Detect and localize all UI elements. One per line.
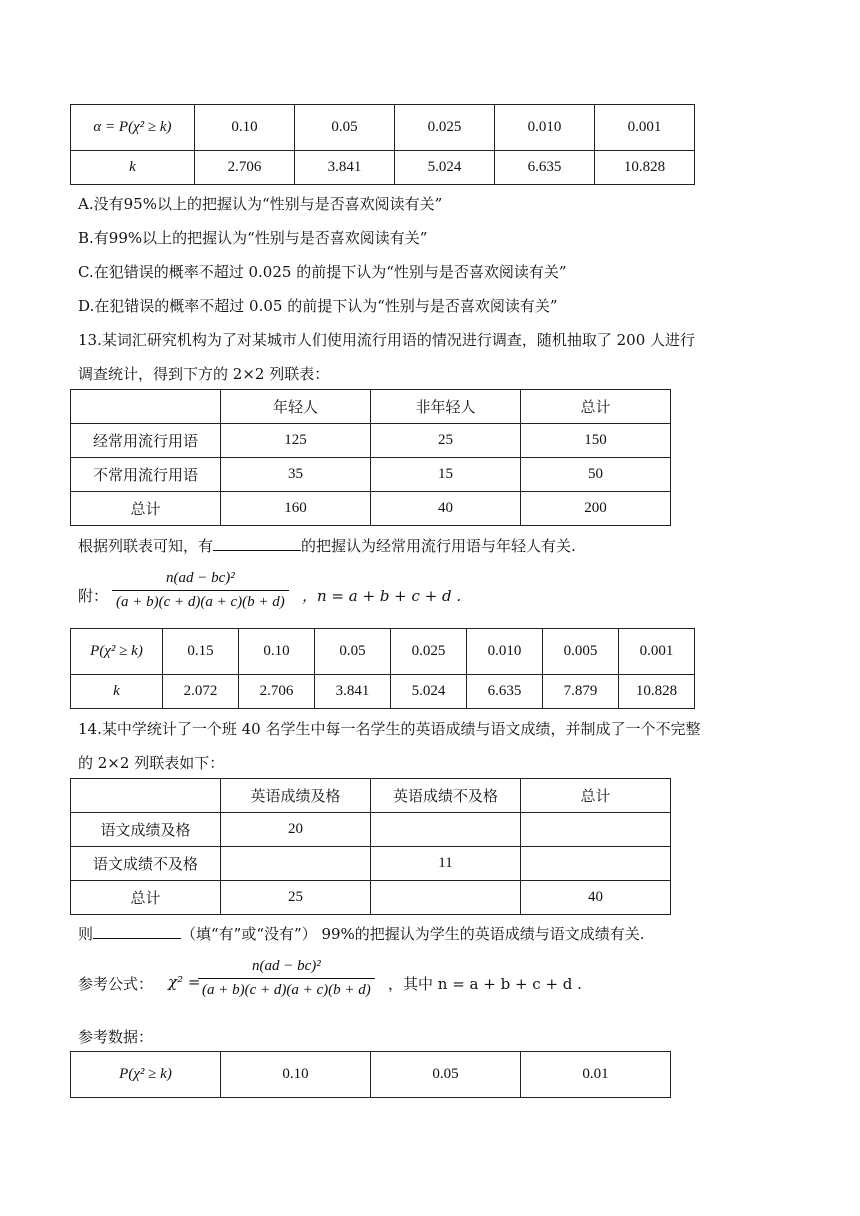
q14-answer-prefix: 则 [78, 925, 94, 943]
option-b: B.有99%以上的把握认为“性别与是否喜欢阅读有关” [78, 229, 428, 247]
table-cell: 25 [371, 424, 521, 458]
table-row-label: 经常用流行用语 [71, 424, 221, 458]
table-header-cell: 0.001 [619, 629, 695, 675]
table-cell: 6.635 [495, 151, 595, 185]
table-header-cell: α = P(χ² ≥ k) [71, 105, 195, 151]
table-cell: 15 [371, 458, 521, 492]
table-cell: 40 [371, 492, 521, 526]
table-cell: 7.879 [543, 675, 619, 709]
q13-answer-prefix: 根据列联表可知，有 [78, 537, 214, 555]
q14-answer-suffix: （填“有”或“没有”） 99%的把握认为学生的英语成绩与语文成绩有关. [181, 925, 645, 943]
q13-answer-blank[interactable] [213, 536, 301, 551]
table-cell: 3.841 [315, 675, 391, 709]
formula-denominator: (a + b)(c + d)(a + c)(b + d) [112, 590, 289, 611]
option-a: A.没有95%以上的把握认为“性别与是否喜欢阅读有关” [78, 195, 443, 213]
q13-contingency-table [70, 389, 671, 526]
table-cell: 11 [371, 847, 521, 881]
table-header-cell: 0.005 [543, 629, 619, 675]
table-cell: 0.05 [371, 1052, 521, 1098]
table-row-label: 总计 [71, 881, 221, 915]
table-header-cell: 英语成绩不及格 [371, 779, 521, 813]
table-header-cell: 总计 [521, 779, 671, 813]
table-header-cell: 0.025 [395, 105, 495, 151]
table-cell: 40 [521, 881, 671, 915]
table-header-cell: 0.15 [163, 629, 239, 675]
table-cell: 6.635 [467, 675, 543, 709]
table-cell [371, 813, 521, 847]
table-header-cell: 0.05 [295, 105, 395, 151]
q13-n-formula: ，n = a + b + c + d . [302, 587, 462, 605]
q13-formula-fraction [112, 570, 289, 611]
table-header-cell: 英语成绩及格 [221, 779, 371, 813]
q13-text-line-1: 13.某词汇研究机构为了对某城市人们使用流行用语的情况进行调查，随机抽取了 200 人进行 [78, 331, 696, 349]
table-cell: 35 [221, 458, 371, 492]
table-cell: 25 [221, 881, 371, 915]
formula-numerator: n(ad − bc)² [165, 570, 235, 586]
table-header-cell: 0.05 [315, 629, 391, 675]
table-header-cell: 0.10 [239, 629, 315, 675]
table-cell: 200 [521, 492, 671, 526]
q13-answer-suffix: 的把握认为经常用流行用语与年轻人有关. [301, 537, 576, 555]
table-cell: k [71, 675, 163, 709]
q14-chi-lhs: χ² = [168, 973, 201, 991]
table-cell: 2.706 [239, 675, 315, 709]
table-cell: 10.828 [595, 151, 695, 185]
table-row-label: 不常用流行用语 [71, 458, 221, 492]
table-row-label: 总计 [71, 492, 221, 526]
q13-critical-value-table [70, 628, 695, 709]
table-header-cell: 0.10 [195, 105, 295, 151]
q14-text-line-2: 的 2×2 列联表如下： [78, 754, 225, 772]
q13-text-line-2: 调查统计，得到下方的 2×2 列联表： [78, 365, 330, 383]
q14-text-line-1: 14.某中学统计了一个班 40 名学生中每一名学生的英语成绩与语文成绩，并制成了一个不完整 [78, 720, 701, 738]
table-cell [521, 847, 671, 881]
table-header-cell: 0.001 [595, 105, 695, 151]
table-header-cell: 0.025 [391, 629, 467, 675]
table-header-cell: 非年轻人 [371, 390, 521, 424]
table-cell: 160 [221, 492, 371, 526]
table-cell: k [71, 151, 195, 185]
q14-ref-formula-label: 参考公式： [78, 975, 154, 993]
table-row-label: 语文成绩及格 [71, 813, 221, 847]
table-header-cell: 0.010 [467, 629, 543, 675]
table-cell: 2.072 [163, 675, 239, 709]
table-cell: 10.828 [619, 675, 695, 709]
table-cell: 2.706 [195, 151, 295, 185]
table-cell [521, 813, 671, 847]
table-cell [371, 881, 521, 915]
q14-n-formula: ，其中 n = a + b + c + d . [388, 975, 582, 993]
table-cell [71, 390, 221, 424]
table-cell [71, 779, 221, 813]
table-header-cell: 总计 [521, 390, 671, 424]
table-cell: 3.841 [295, 151, 395, 185]
table-cell: 0.01 [521, 1052, 671, 1098]
table-cell: 5.024 [391, 675, 467, 709]
q14-formula-fraction [198, 958, 375, 999]
q13-fu-label: 附： [78, 587, 109, 605]
formula-denominator: (a + b)(c + d)(a + c)(b + d) [198, 978, 375, 999]
q14-answer-blank[interactable] [93, 924, 181, 939]
table-cell: 125 [221, 424, 371, 458]
table-header-cell: P(χ² ≥ k) [71, 1052, 221, 1098]
table-cell [221, 847, 371, 881]
formula-numerator: n(ad − bc)² [251, 958, 321, 974]
table-cell: 20 [221, 813, 371, 847]
table-header-cell: 年轻人 [221, 390, 371, 424]
option-d: D.在犯错误的概率不超过 0.05 的前提下认为“性别与是否喜欢阅读有关” [78, 297, 558, 315]
table-row-label: 语文成绩不及格 [71, 847, 221, 881]
table-cell: 150 [521, 424, 671, 458]
table-header-cell: P(χ² ≥ k) [71, 629, 163, 675]
critical-value-table-1 [70, 104, 695, 185]
q14-ref-data-label: 参考数据： [78, 1028, 154, 1046]
q13-answer-line [78, 535, 576, 556]
table-header-cell: 0.010 [495, 105, 595, 151]
table-cell: 50 [521, 458, 671, 492]
table-cell: 0.10 [221, 1052, 371, 1098]
q14-answer-line [78, 923, 645, 944]
q14-critical-value-table [70, 1051, 671, 1098]
q14-contingency-table [70, 778, 671, 915]
option-c: C.在犯错误的概率不超过 0.025 的前提下认为“性别与是否喜欢阅读有关” [78, 263, 567, 281]
table-cell: 5.024 [395, 151, 495, 185]
